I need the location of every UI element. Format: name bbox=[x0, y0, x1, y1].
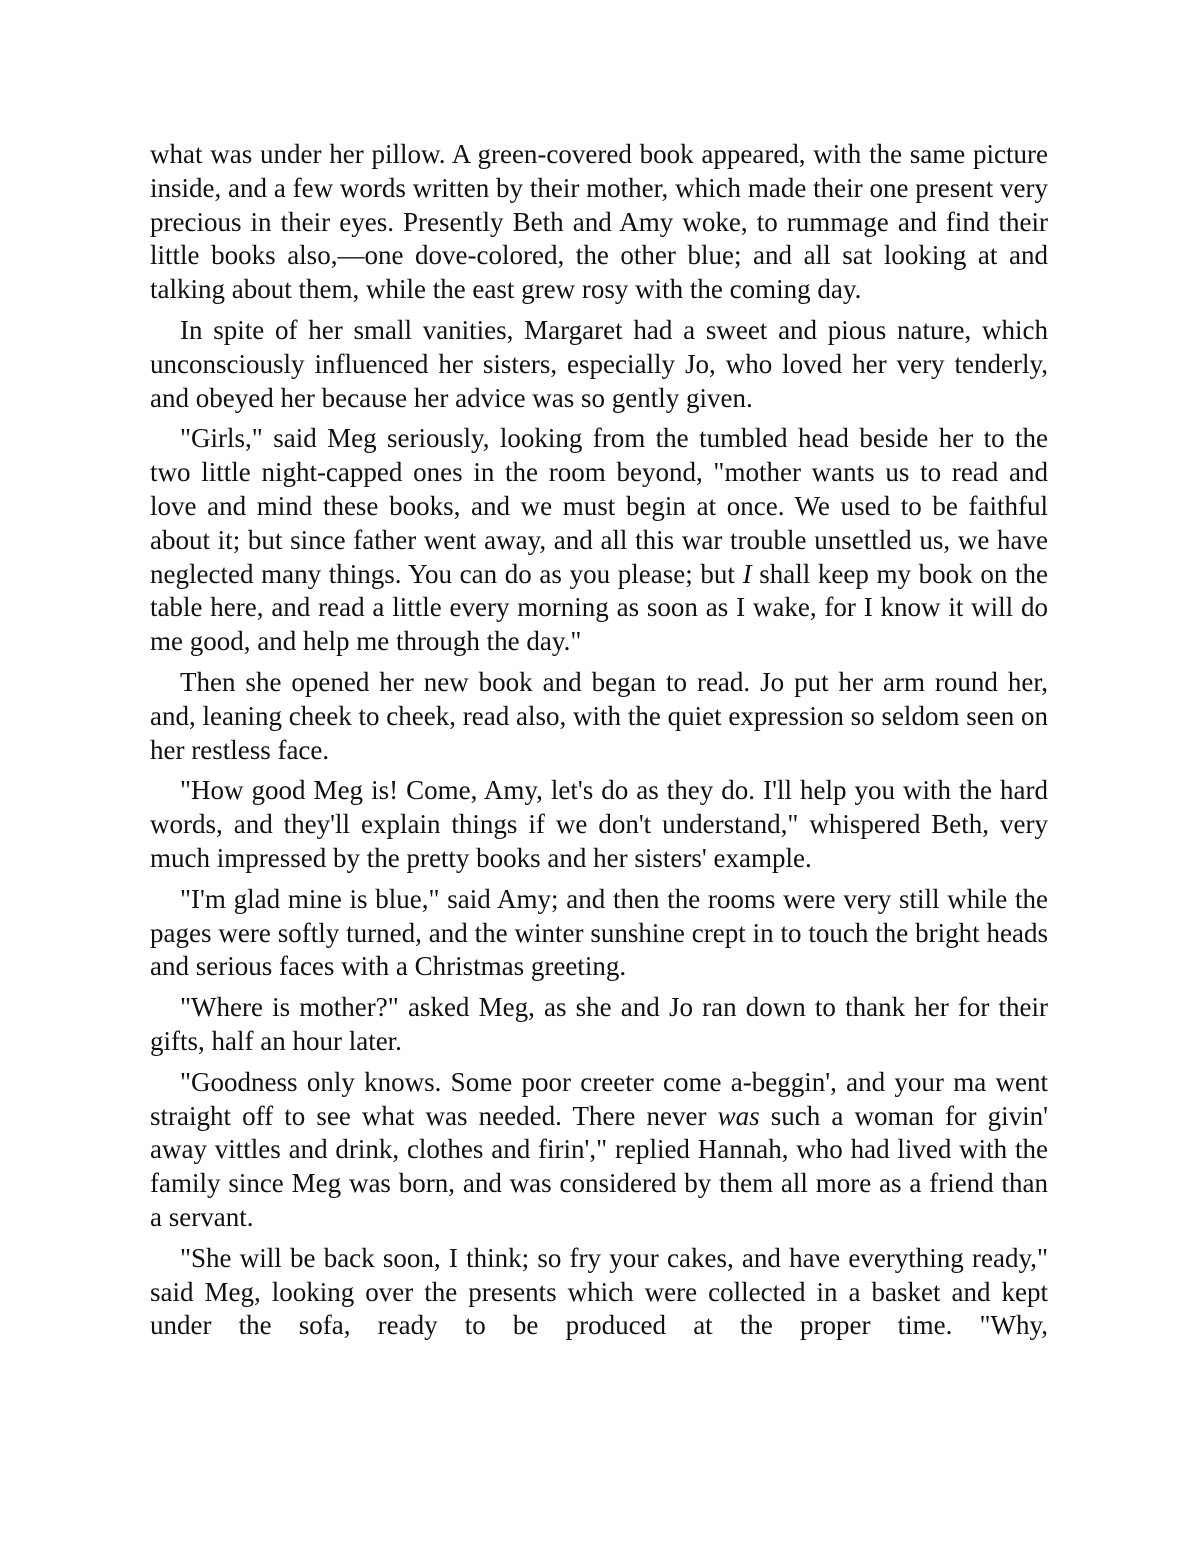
paragraph-text: such a woman for givin' away vittles and drink, clothes and firin'," replied Hannah, who had lived with the family since Meg was born, and was considered by them all more as a friend than a servant. bbox=[150, 1100, 1049, 1232]
paragraph-6 bbox=[150, 883, 1048, 984]
paragraph-text: "Where is mother?" asked Meg, as she and Jo ran down to thank her for their gifts, half an hour later. bbox=[150, 992, 1048, 1056]
paragraph-9 bbox=[150, 1242, 1048, 1343]
paragraph-1 bbox=[150, 138, 1048, 307]
paragraph-text: "I'm glad mine is blue," said Amy; and then the rooms were very still while the pages were softly turned, and the winter sunshine crept in to touch the bright heads and serious faces with a Christmas greeting. bbox=[150, 883, 1048, 982]
paragraph-text: what was under her pillow. A green-covered book appeared, with the same picture inside, and a few words written by their mother, which made their one present very precious in their eyes. Presently Beth and Amy woke, to rummage and find their little books also,—one dove-colored, the other blue; and all sat looking at and talking about them, while the east grew rosy with the coming day. bbox=[150, 139, 1048, 305]
paragraph-text: Then she opened her new book and began to read. Jo put her arm round her, and, leaning cheek to cheek, read also, with the quiet expression so seldom seen on her restless face. bbox=[150, 666, 1048, 765]
paragraph-8 bbox=[150, 1066, 1048, 1235]
paragraph-text: In spite of her small vanities, Margaret had a sweet and pious nature, which unconsciously influenced her sisters, especially Jo, who loved her very tenderly, and obeyed her because her advice was so gently given. bbox=[150, 314, 1048, 413]
paragraph-text: "How good Meg is! Come, Amy, let's do as they do. I'll help you with the hard words, and they'll explain things if we don't understand," whispered Beth, very much impressed by the pretty books and her sisters' example. bbox=[150, 775, 1048, 873]
paragraph-5 bbox=[150, 774, 1048, 875]
paragraph-4 bbox=[150, 666, 1048, 767]
italic-emphasis: was bbox=[717, 1100, 760, 1131]
paragraph-text: "She will be back soon, I think; so fry your cakes, and have everything ready," said Meg, looking over the presents which were collected in a basket and kept under the sofa, ready to be produced at the proper time. "Why, bbox=[150, 1242, 1048, 1341]
italic-emphasis: I bbox=[742, 558, 752, 589]
paragraph-text: "Goodness only knows. Some poor creeter come a-beggin', and your ma went straight off to see what was needed. There never bbox=[150, 1066, 1048, 1131]
book-page bbox=[150, 138, 1048, 1350]
paragraph-text: shall keep my book on the table here, and read a little every morning as soon as I wake, for I know it will do me good, and help me through the day." bbox=[150, 558, 1049, 657]
paragraph-text: "Girls," said Meg seriously, looking from the tumbled head beside her to the two little night-capped ones in the room beyond, "mother wants us to read and love and mind these books, and we must begin at once. We used to be faithful about it; but since father went away, and all this war trouble unsettled us, we have neglected many things. You can do as you please; but bbox=[150, 423, 1048, 589]
paragraph-3 bbox=[150, 422, 1048, 659]
paragraph-7 bbox=[150, 991, 1048, 1059]
paragraph-2 bbox=[150, 314, 1048, 415]
